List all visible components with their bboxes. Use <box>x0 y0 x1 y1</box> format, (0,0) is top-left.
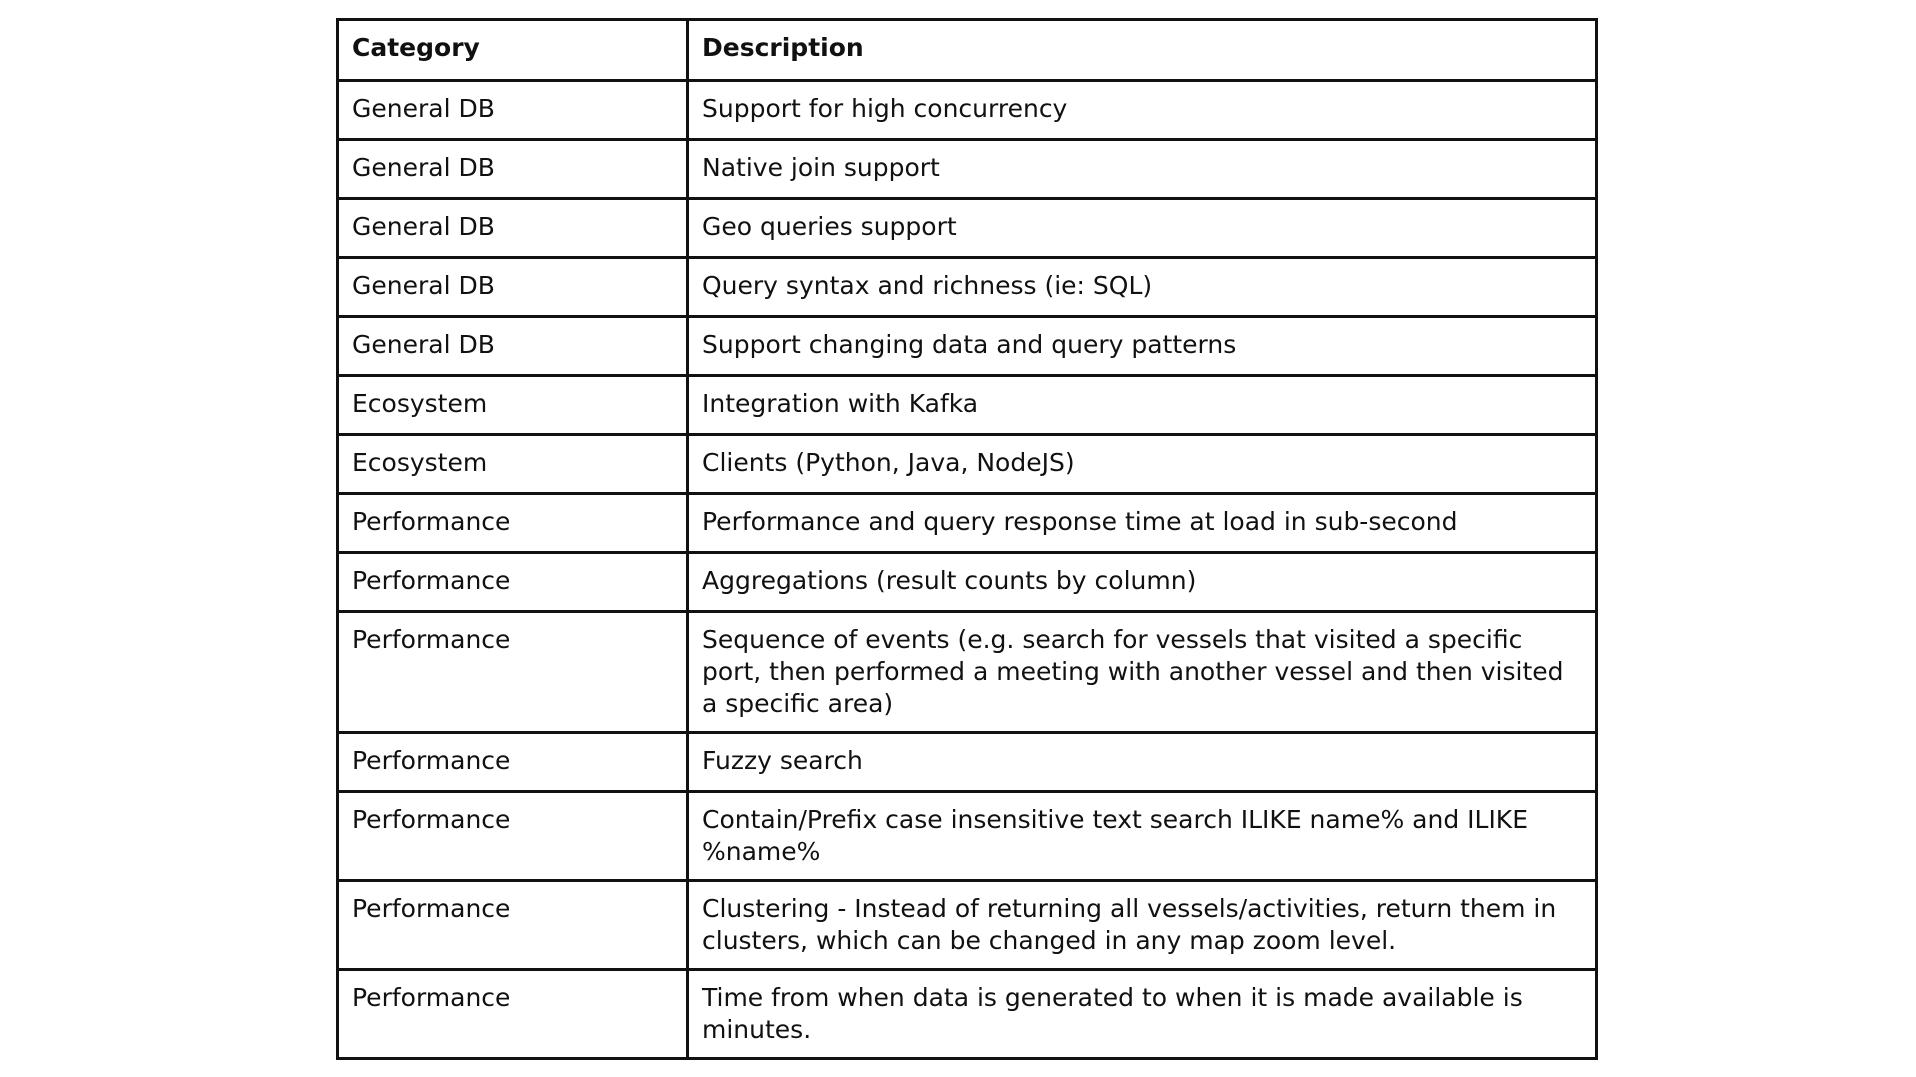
table-header <box>338 20 1597 81</box>
table-row <box>338 881 1597 970</box>
description-cell: Support changing data and query patterns <box>688 317 1597 376</box>
category-cell: General DB <box>338 140 688 199</box>
table-row <box>338 317 1597 376</box>
category-cell: Performance <box>338 792 688 881</box>
description-cell: Integration with Kafka <box>688 376 1597 435</box>
category-cell: Performance <box>338 733 688 792</box>
description-cell: Geo queries support <box>688 199 1597 258</box>
category-cell: Ecosystem <box>338 435 688 494</box>
description-cell: Support for high concurrency <box>688 81 1597 140</box>
table-body <box>338 81 1597 1059</box>
table-row <box>338 199 1597 258</box>
category-cell: General DB <box>338 317 688 376</box>
category-cell: Performance <box>338 612 688 733</box>
table-row <box>338 140 1597 199</box>
table-row <box>338 733 1597 792</box>
category-cell: Performance <box>338 881 688 970</box>
table-row <box>338 435 1597 494</box>
table-row <box>338 970 1597 1059</box>
header-description: Description <box>688 20 1597 81</box>
table-row <box>338 81 1597 140</box>
description-cell: Time from when data is generated to when it is made available is minutes. <box>688 970 1597 1059</box>
table-row <box>338 553 1597 612</box>
table-row <box>338 376 1597 435</box>
category-cell: Performance <box>338 494 688 553</box>
header-category: Category <box>338 20 688 81</box>
category-cell: Performance <box>338 970 688 1059</box>
header-row <box>338 20 1597 81</box>
description-cell: Query syntax and richness (ie: SQL) <box>688 258 1597 317</box>
description-cell: Aggregations (result counts by column) <box>688 553 1597 612</box>
category-cell: General DB <box>338 258 688 317</box>
description-cell: Contain/Prefix case insensitive text search ILIKE name% and ILIKE %name% <box>688 792 1597 881</box>
table-row <box>338 612 1597 733</box>
description-cell: Clustering - Instead of returning all vessels/activities, return them in clusters, which can be changed in any map zoom level. <box>688 881 1597 970</box>
table-row <box>338 258 1597 317</box>
table-row <box>338 494 1597 553</box>
category-cell: Performance <box>338 553 688 612</box>
category-cell: Ecosystem <box>338 376 688 435</box>
category-cell: General DB <box>338 199 688 258</box>
category-cell: General DB <box>338 81 688 140</box>
requirements-table <box>336 18 1598 1060</box>
description-cell: Clients (Python, Java, NodeJS) <box>688 435 1597 494</box>
table-row <box>338 792 1597 881</box>
description-cell: Native join support <box>688 140 1597 199</box>
description-cell: Fuzzy search <box>688 733 1597 792</box>
description-cell: Performance and query response time at load in sub-second <box>688 494 1597 553</box>
description-cell: Sequence of events (e.g. search for vessels that visited a specific port, then performed a meeting with another vessel and then visited a specific area) <box>688 612 1597 733</box>
